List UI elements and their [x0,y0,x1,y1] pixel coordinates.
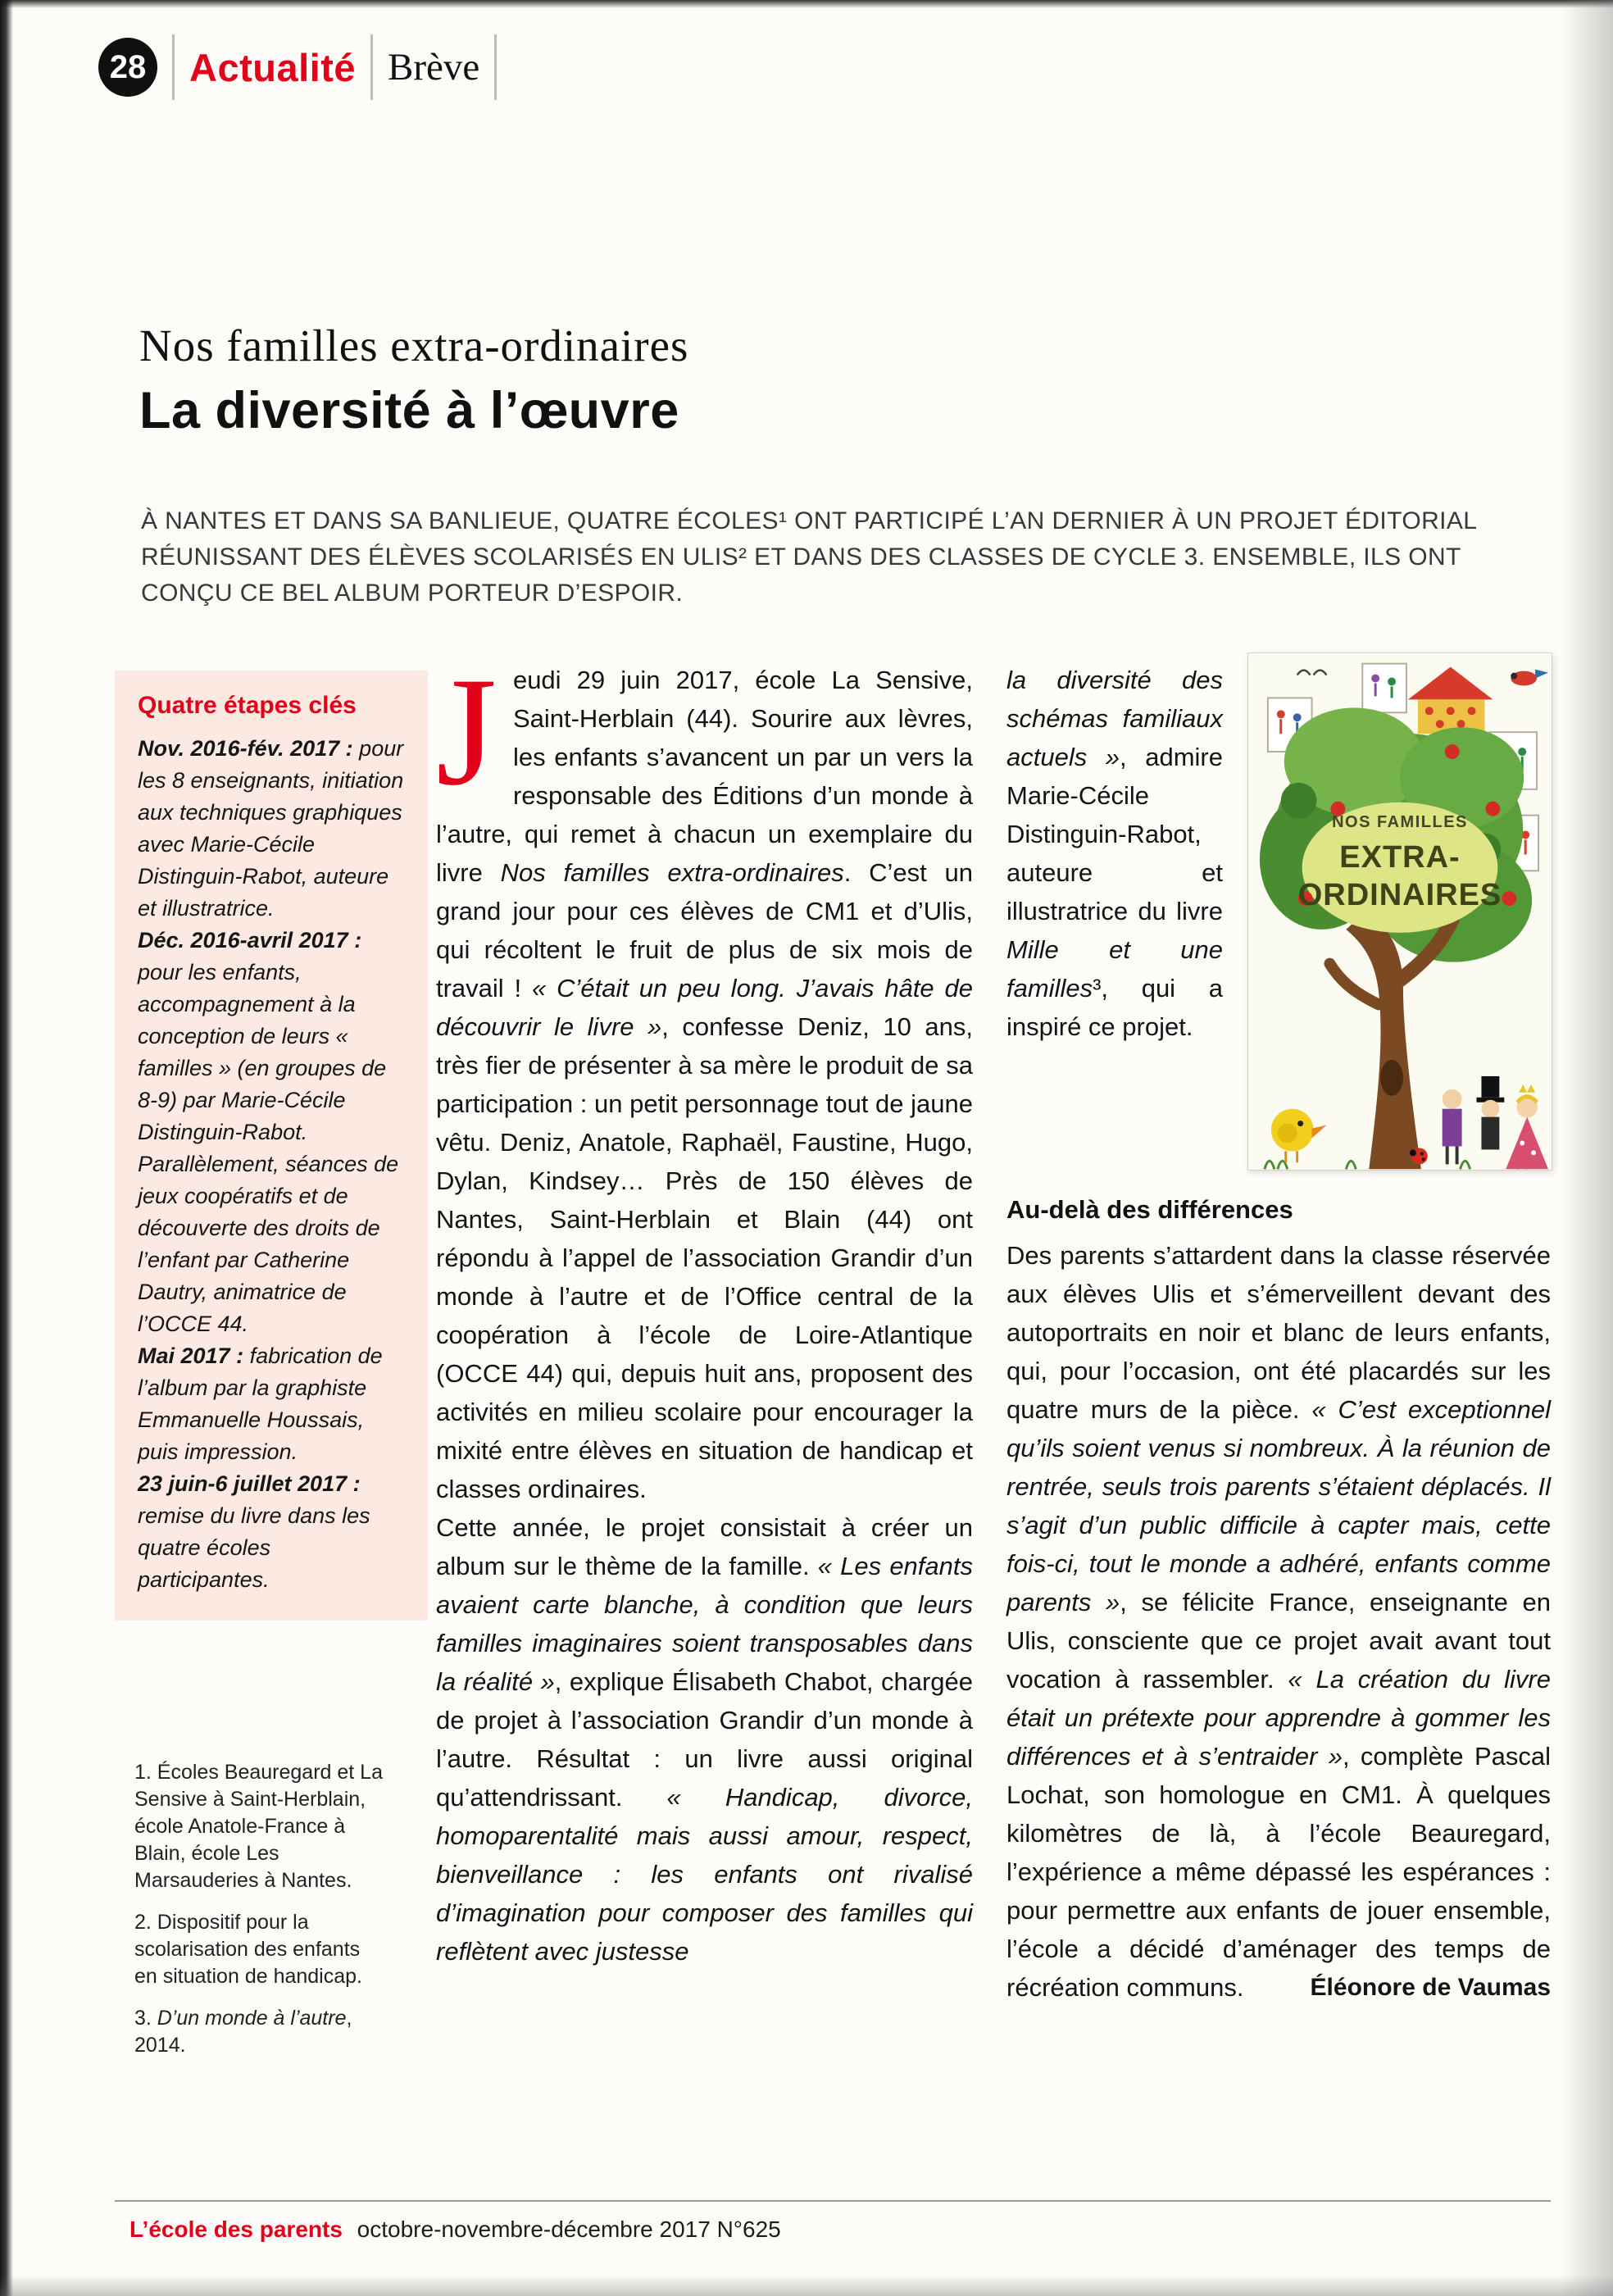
footnote: 2. Dispositif pour la scolarisation des enfants en situation de handicap. [134,1911,362,1988]
divider [172,34,175,100]
key-steps-entry: Nov. 2016-fév. 2017 : pour les 8 enseignants, initiation aux techniques graphiques avec Marie-Cécile Distinguin-Rabot, auteure et illustratrice. [138,736,404,921]
scan-edge-right [1561,0,1613,2296]
footnote: 3. D’un monde à l’autre, 2014. [134,2007,352,2057]
page-number-badge [98,38,157,97]
headline-block [139,320,688,440]
footer-rule [115,2200,1551,2202]
scan-edge-bottom [0,2275,1613,2296]
book-cover-title-top: NOS FAMILLES [1332,813,1468,831]
rubric-label: Brève [388,46,480,89]
key-steps-title: Quatre étapes clés [138,692,357,719]
section-label: Actualité [189,45,356,89]
standfirst: À NANTES ET DANS SA BANLIEUE, QUATRE ÉCOLES¹ ONT PARTICIPÉ L’AN DERNIER À UN PROJET ÉDITORIAL RÉUNISSANT DES ÉLÈVES SCOLARISÉS EN ULIS² ET DANS DES CLASSES DE CYCLE 3. ENSEMBLE, ILS ONT CONÇU CE BEL ALBUM PORTEUR D’ESPOIR. [141,507,1477,607]
paragraph: la diversité des schémas familiaux actuels », admire Marie-Cécile Distinguin-Rabot, auteure et illustratrice du livre Mille et une familles³, qui a inspiré ce projet. [1006,666,1223,1041]
page-title: La diversité à l’œuvre [139,382,679,439]
key-steps-entry: Mai 2017 : fabrication de l’album par la graphiste Emmanuelle Houssais, puis impression. [138,1344,383,1464]
key-steps-entry: Déc. 2016-avril 2017 : pour les enfants, accompagnement à la conception de leurs « familles » (en groupes de 8-9) par Marie-Cécile Distinguin-Rabot. Parallèlement, séances de jeux coopératifs et de découverte des droits de l’enfant par Catherine Dautry, animatrice de l’OCCE 44. [138,928,399,1336]
page-number: 28 [109,48,147,85]
article-right-column-body [1006,1236,1551,2007]
subhead: Au-delà des différences [1006,1195,1293,1224]
issue-info: octobre-novembre-décembre 2017 N°625 [357,2216,781,2242]
key-steps-entry: 23 juin-6 juillet 2017 : remise du livre dans les quatre écoles participantes. [138,1471,370,1592]
book-cover [1247,652,1552,1171]
paragraph: Des parents s’attardent dans la classe réservée aux élèves Ulis et s’émerveillent devant des autoportraits en noir et blanc de leurs enfants, qui, pour l’occasion, ont été placardés sur les quatre murs de la pièce. « C’est exceptionnel qu’ils soient venus si nombreux. À la réunion de rentrée, seuls trois parents s’étaient déplacés. Il s’agit d’un public difficile à capter mais, cette fois-ci, tout le monde a adhéré, enfants comme parents », se félicite France, enseignante en Ulis, consciente que ce projet avait avant tout vocation à rassembler. « La création du livre était un prétexte pour apprendre à gommer les différences et à s’entraider », complète Pascal Lochat, son homologue en CM1. À quelques kilomètres de là, à l’école Beauregard, l’expérience a même dépassé les espérances : pour permettre aux enfants de jouer ensemble, l’école a décidé d’aménager des temps de récréation communs. [1006,1241,1552,2002]
dropcap: J [436,646,497,818]
scan-edge-top [0,0,1613,8]
paragraph: eudi 29 juin 2017, école La Sensive, Saint-Herblain (44). Sourire aux lèvres, les enfants s’avancent un par un vers la responsable des Éditions d’un monde à l’autre, qui remet à chacun un exemplaire du livre Nos familles extra-ordinaires. C’est un grand jour pour ces élèves de CM1 et d’Ulis, qui récoltent le fruit de plus de six mois de travail ! « C’était un peu long. J’avais hâte de découvrir le livre », confesse Deniz, 10 ans, très fier de présenter à sa mère le produit de sa participation : un petit personnage tout de jaune vêtu. Deniz, Anatole, Raphaël, Faustine, Hugo, Dylan, Kindsey… Près de 150 élèves de Nantes, Saint-Herblain et Blain (44) ont répondu à l’appel de l’association Grandir d’un monde à l’autre et de l’Office central de la coopération à l’école de Loire-Atlantique (OCCE 44) qui, depuis huit ans, proposent des activités en milieu scolaire pour encourager la mixité entre élèves en situation de handicap et classes ordinaires. [436,666,974,1503]
book-cover-title-bottom: ORDINAIRES [1297,878,1502,912]
page-header [98,34,497,100]
scan-edge-left [0,0,13,2296]
book-cover-title [1248,814,1552,914]
article-right-column-top [1006,661,1223,1046]
book-cover-title-mid: EXTRA- [1339,840,1461,875]
footnote: 1. Écoles Beauregard et La Sensive à Saint-Herblain, école Anatole-France à Blain, école Les Marsauderies à Nantes. [134,1761,383,1892]
author-byline: Éléonore de Vaumas [1310,1974,1551,2001]
divider [494,34,497,100]
kicker: Nos familles extra-ordinaires [139,321,689,371]
key-steps-box [115,671,428,1621]
footnotes [134,1759,387,2074]
article-main-column [436,646,974,1971]
magazine-name: L’école des parents [129,2216,343,2242]
page-footer [129,2216,781,2243]
paragraph: Cette année, le projet consistait à créer un album sur le thème de la famille. « Les enfants avaient carte blanche, à condition que leurs familles imaginaires soient transposables dans la réalité », explique Élisabeth Chabot, chargée de projet à l’association Grandir d’un monde à l’autre. Résultat : un livre aussi original qu’attendrissant. « Handicap, divorce, homoparentalité mais aussi amour, respect, bienveillance : les enfants ont rivalisé d’imagination pour composer des familles qui reflètent avec justesse [436,1513,974,1966]
divider [370,34,373,100]
